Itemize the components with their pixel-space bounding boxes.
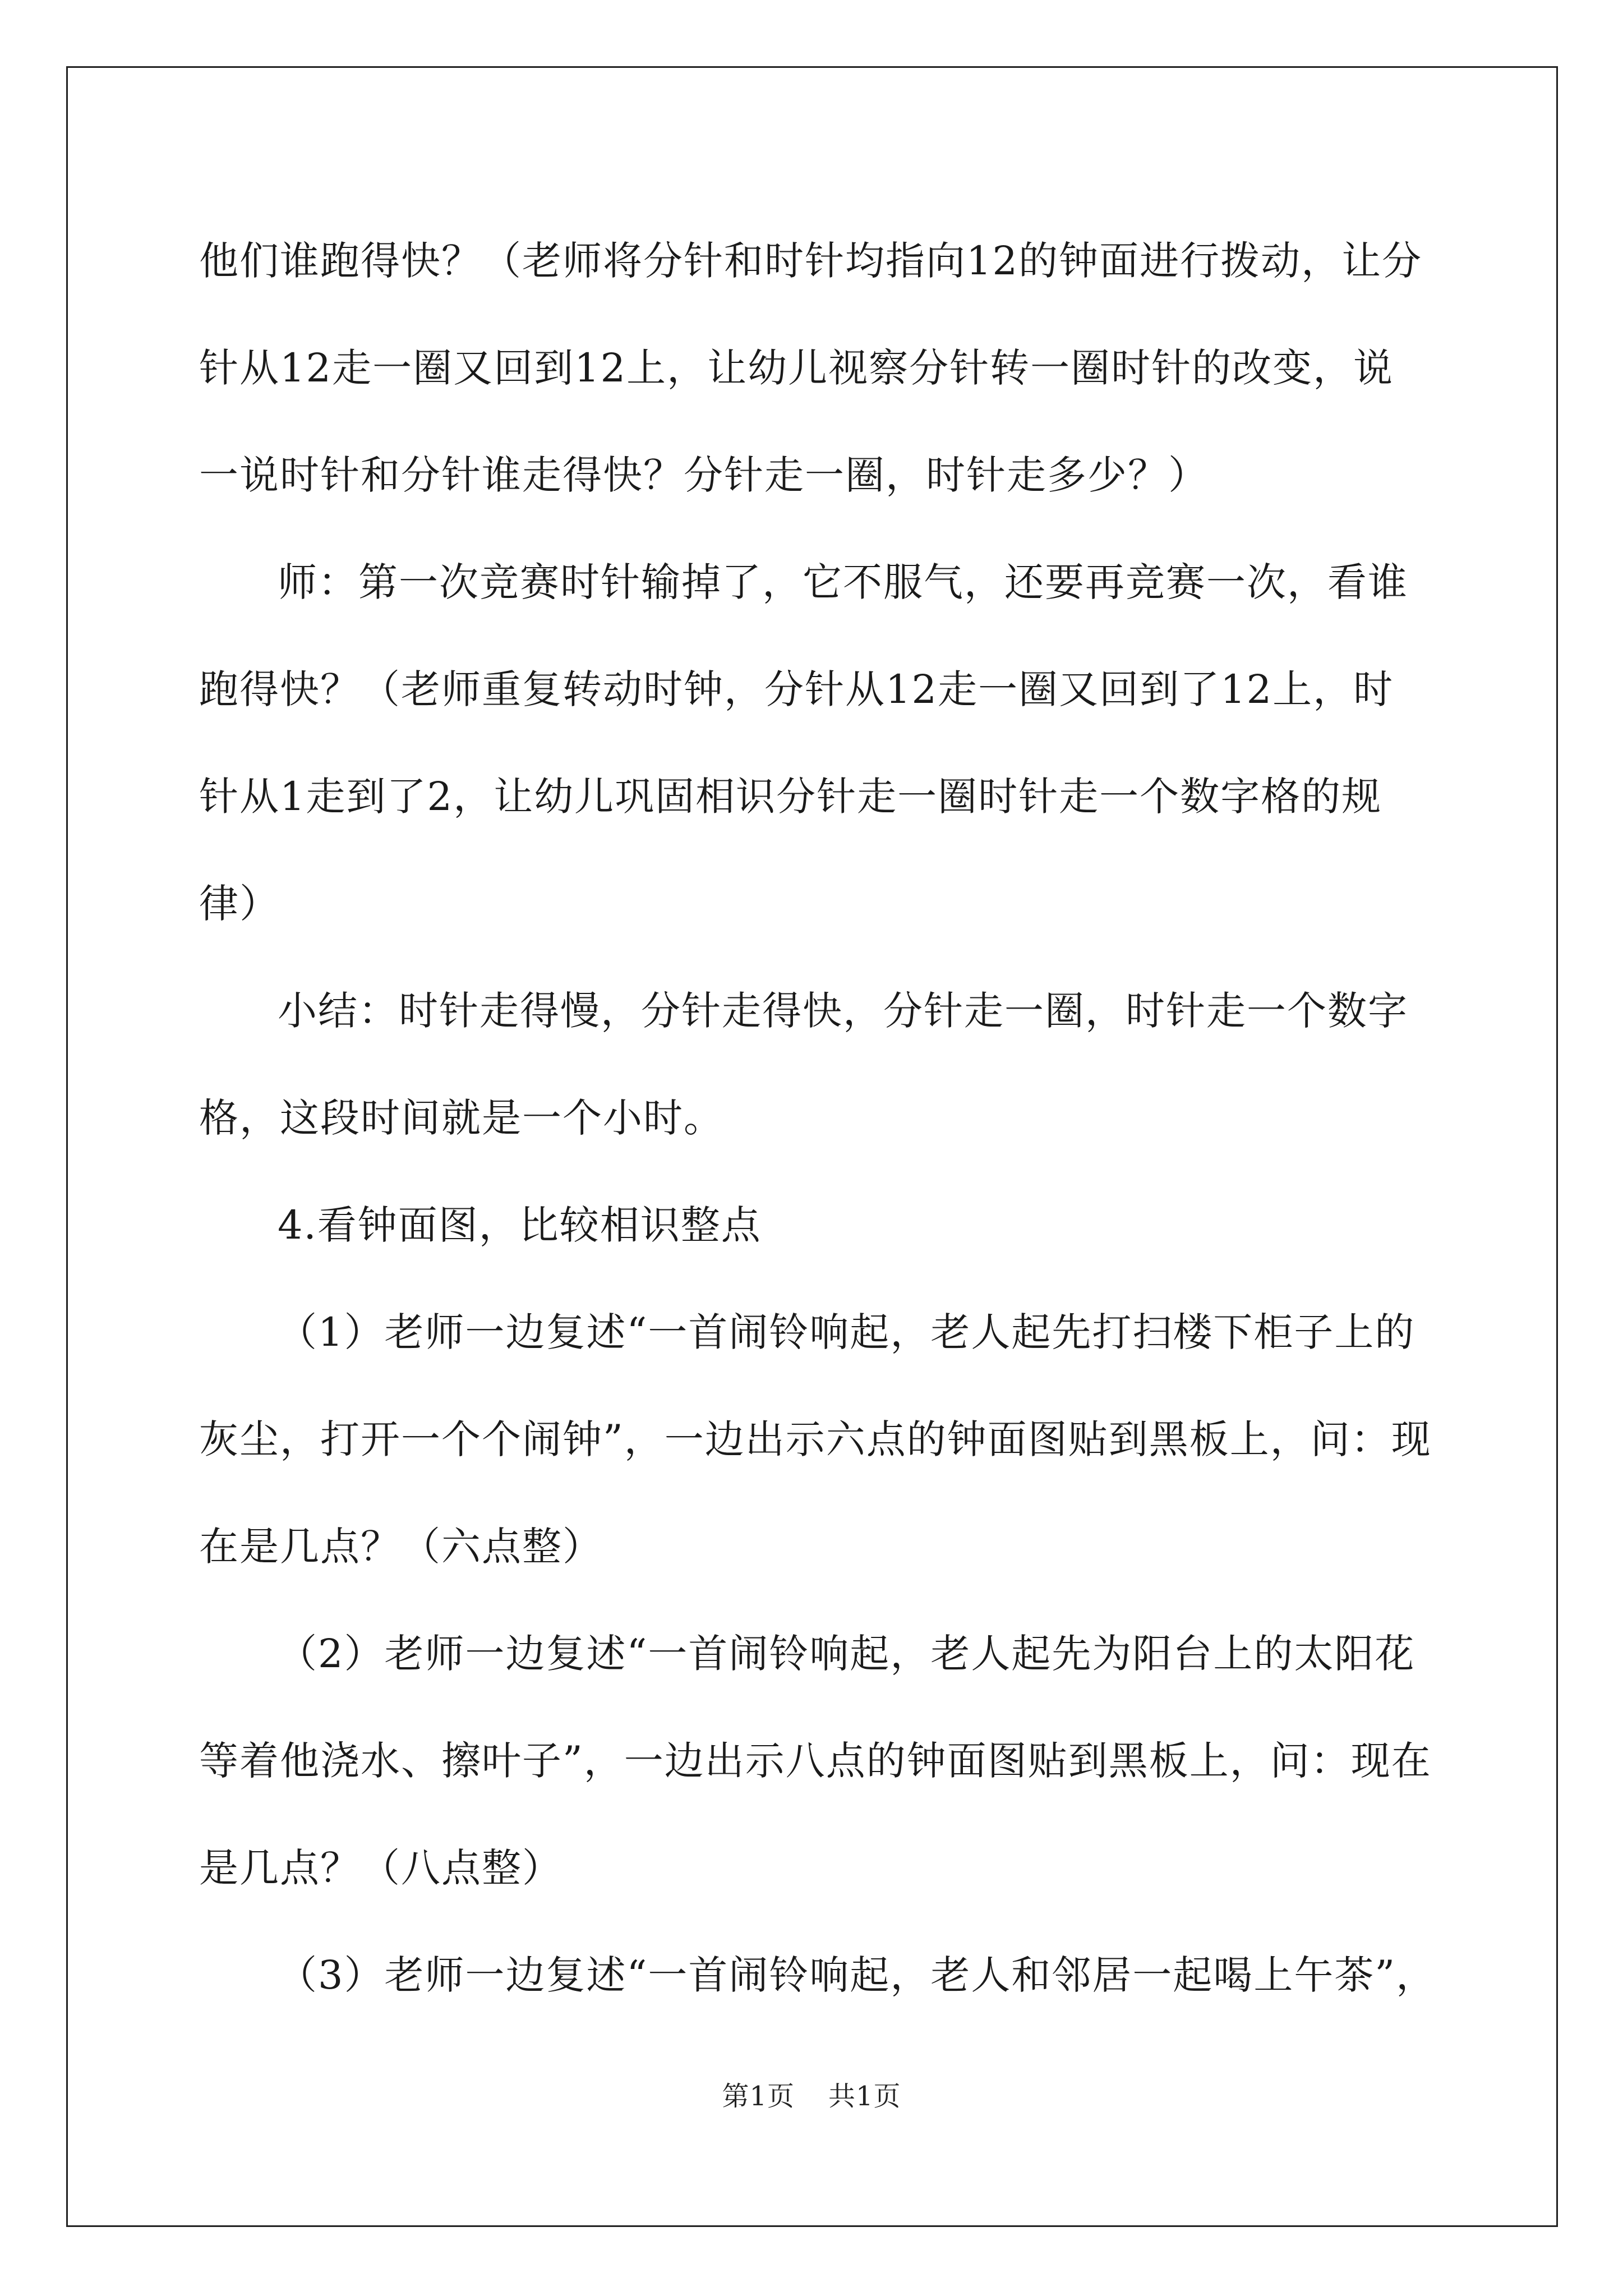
paragraph xyxy=(199,208,1430,529)
text-line: 格，这段时间就是一个小时。 xyxy=(199,1095,724,1141)
text-line: 是几点？（八点整） xyxy=(199,1845,562,1891)
paragraph xyxy=(199,529,1430,958)
page-number: 第1页 xyxy=(722,2081,795,2112)
text-line: 跑得快？（老师重复转动时钟，分针从12走一圈又回到了12上，时 xyxy=(199,666,1394,712)
text-line: （2）老师一边复述“一首闹铃响起，老人起先为阳台上的太阳花 xyxy=(278,1631,1415,1677)
section-heading xyxy=(199,1172,1430,1279)
document-body xyxy=(199,208,1437,2029)
text-line: 他们谁跑得快？（老师将分针和时针均指向12的钟面进行拨动，让分 xyxy=(199,238,1423,284)
text-line: 小结：时针走得慢，分针走得快，分针走一圈，时针走一个数字 xyxy=(278,988,1408,1034)
text-line: 4.看钟面图，比较相识整点 xyxy=(278,1202,762,1248)
text-line: 针从12走一圈又回到12上，让幼儿视察分针转一圈时针的改变，说 xyxy=(199,345,1394,391)
page-footer xyxy=(0,2074,1623,2113)
paragraph xyxy=(199,958,1430,1172)
text-line: （1）老师一边复述“一首闹铃响起，老人起先打扫楼下柜子上的 xyxy=(278,1309,1415,1355)
text-line: 律） xyxy=(199,881,280,927)
text-line: （3）老师一边复述“一首闹铃响起，老人和邻居一起喝上午茶”， xyxy=(278,1952,1437,1998)
text-line: 等着他浇水、擦叶子”，一边出示八点的钟面图贴到黑板上，问：现在 xyxy=(199,1738,1432,1784)
text-line: 灰尘，打开一个个闹钟”，一边出示六点的钟面图贴到黑板上，问：现 xyxy=(199,1416,1432,1462)
text-line: 师：第一次竞赛时针输掉了，它不服气，还要再竞赛一次，看谁 xyxy=(278,559,1408,605)
paragraph xyxy=(199,1279,1430,1600)
text-line: 一说时针和分针谁走得快？分针走一圈，时针走多少？） xyxy=(199,452,1209,498)
text-line: 针从1走到了2，让幼儿巩固相识分针走一圈时针走一个数字格的规 xyxy=(199,774,1382,820)
page-total: 共1页 xyxy=(828,2081,901,2112)
paragraph xyxy=(199,1600,1430,1922)
text-line: 在是几点？（六点整） xyxy=(199,1524,603,1570)
paragraph xyxy=(199,1922,1437,2029)
